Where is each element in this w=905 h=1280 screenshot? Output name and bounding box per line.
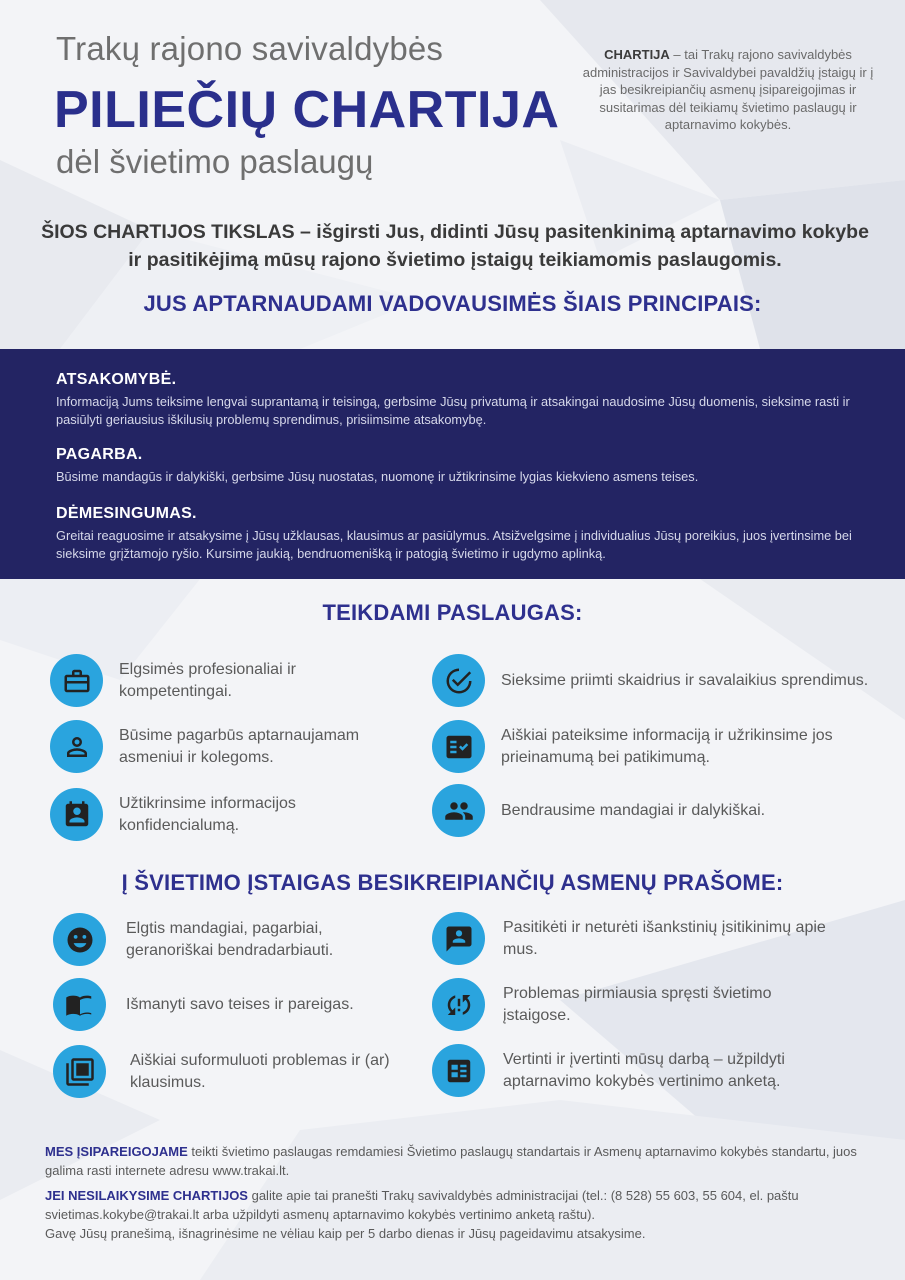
- person-icon: [50, 720, 103, 773]
- commitment-lead: MES ĮSIPAREIGOJAME: [45, 1144, 188, 1159]
- service-item: [50, 654, 390, 707]
- commitment-paragraph: [45, 1142, 875, 1180]
- service-item: [432, 720, 882, 773]
- service-item: [432, 654, 872, 707]
- commitment-text: teikti švietimo paslaugas remdamiesi Švietimo paslaugų standartais ir Asmenų aptarnavimo kokybės standartu, juos galima rasti internete adresu www.trakai.lt.: [45, 1144, 857, 1178]
- principle-heading: DĖMESINGUMAS.: [56, 505, 197, 522]
- requests-title: Į ŠVIETIMO ĮSTAIGAS BESIKREIPIANČIŲ ASMENŲ PRAŠOME:: [121, 870, 784, 895]
- service-item: [50, 788, 410, 841]
- header-subtitle-bottom: dėl švietimo paslaugų: [56, 143, 374, 180]
- book-icon: [53, 978, 106, 1031]
- request-text: Problemas pirmiausia spręsti švietimo įstaigose.: [503, 984, 772, 1024]
- breach-text: galite apie tai pranešti Trakų savivaldybės administracijai (tel.: (8 528) 55 603, 55 604, el. paštu svietimas.kokybe@trakai.lt arba užpildyti asmenų aptarnavimo kokybės vertinimo anketą raštu).: [45, 1188, 799, 1222]
- check-circle-icon: [432, 654, 485, 707]
- service-text: Būsime pagarbūs aptarnaujamam asmeniui ir kolegoms.: [119, 726, 360, 766]
- request-item: [53, 913, 413, 966]
- charter-definition: [578, 46, 878, 134]
- principles-band: [0, 349, 905, 579]
- service-item: [50, 720, 410, 773]
- service-item: [432, 784, 872, 837]
- contact-card-icon: [432, 912, 485, 965]
- breach-lead: JEI NESILAIKYSIME CHARTIJOS: [45, 1188, 248, 1203]
- principle-responsibility: [56, 371, 866, 429]
- header-subtitle-top: Trakų rajono savivaldybės: [56, 30, 444, 67]
- service-text: Elgsimės profesionaliai ir kompetentingai.: [119, 660, 296, 700]
- request-item: [53, 978, 413, 1031]
- request-item: [432, 978, 832, 1031]
- copy-icon: [53, 1045, 106, 1098]
- people-icon: [432, 784, 485, 837]
- charter-goal: ŠIOS CHARTIJOS TIKSLAS – išgirsti Jus, didinti Jūsų pasitenkinimą aptarnavimo kokybe ir pasitikėjimą mūsų rajono švietimo įstaigų teikiamomis paslaugomis.: [41, 221, 869, 271]
- request-text: Aiškiai suformuluoti problemas ir (ar) klausimus.: [130, 1051, 390, 1091]
- principle-text: Informaciją Jums teiksime lengvai suprantamą ir teisingą, gerbsime Jūsų privatumą ir atsakingai naudosime Jūsų duomenis, sieksime rasti ir pasiūlyti geriausius iškilusių problemų sprendimus, prisiimsime atsakomybę.: [56, 394, 850, 427]
- request-text: Pasitikėti ir neturėti išankstinių įsitikinimų apie mus.: [503, 918, 826, 958]
- service-text: Aiškiai pateiksime informaciją ir užrikinsime jos prieinamumą bei patikimumą.: [501, 726, 833, 766]
- fact-check-icon: [432, 720, 485, 773]
- form-list-icon: [432, 1044, 485, 1097]
- request-text: Elgtis mandagiai, pagarbiai, geranoriškai bendradarbiauti.: [126, 919, 334, 959]
- page-title: PILIEČIŲ CHARTIJA: [54, 81, 560, 139]
- briefcase-icon: [50, 654, 103, 707]
- sync-problem-icon: [432, 978, 485, 1031]
- principle-heading: ATSAKOMYBĖ.: [56, 371, 177, 388]
- principle-respect: [56, 446, 866, 486]
- service-text: Sieksime priimti skaidrius ir savalaikius sprendimus.: [501, 671, 869, 689]
- principle-heading: PAGARBA.: [56, 446, 143, 463]
- charter-term: CHARTIJA: [604, 47, 670, 62]
- services-title: TEIKDAMI PASLAUGAS:: [322, 600, 583, 625]
- principle-text: Būsime mandagūs ir dalykiški, gerbsime Jūsų nuostatas, nuomonę ir užtikrinsime lygias kiekvieno asmens teises.: [56, 469, 699, 484]
- service-text: Užtikrinsime informacijos konfidencialumą.: [119, 794, 296, 834]
- request-text: Vertinti ir įvertinti mūsų darbą – užpildyti aptarnavimo kokybės vertinimo anketą.: [503, 1050, 785, 1090]
- principle-attentiveness: [56, 505, 866, 563]
- request-item: [53, 1045, 413, 1098]
- request-item: [432, 912, 832, 965]
- principles-title: JUS APTARNAUDAMI VADOVAUSIMĖS ŠIAIS PRINCIPAIS:: [143, 291, 762, 316]
- smiley-icon: [53, 913, 106, 966]
- breach-paragraph: [45, 1186, 875, 1243]
- response-text: Gavę Jūsų pranešimą, išnagrinėsime ne vėliau kaip per 5 darbo dienas ir Jūsų pageidavimu atsakysime.: [45, 1226, 646, 1241]
- service-text: Bendrausime mandagiai ir dalykiškai.: [501, 801, 766, 819]
- request-text: Išmanyti savo teises ir pareigas.: [126, 995, 354, 1013]
- contact-badge-icon: [50, 788, 103, 841]
- principle-text: Greitai reaguosime ir atsakysime į Jūsų užklausas, klausimus ar pasiūlymus. Atsižvelgsime į individualius Jūsų poreikius, juos įvertinsime bei sieksime grįžtamojo ryšio. Kursime jaukią, bendruomenišką ir patogią švietimo ir ugdymo aplinką.: [56, 528, 852, 561]
- request-item: [432, 1044, 842, 1097]
- charter-definition-text: – tai Trakų rajono savivaldybės administracijos ir Savivaldybei pavaldžių įstaigų ir į jas besikreipiančių asmenų įsipareigojimas ir susitarimas dėl teikiamų švietimo paslaugų ir aptarnavimo kokybės.: [582, 47, 874, 132]
